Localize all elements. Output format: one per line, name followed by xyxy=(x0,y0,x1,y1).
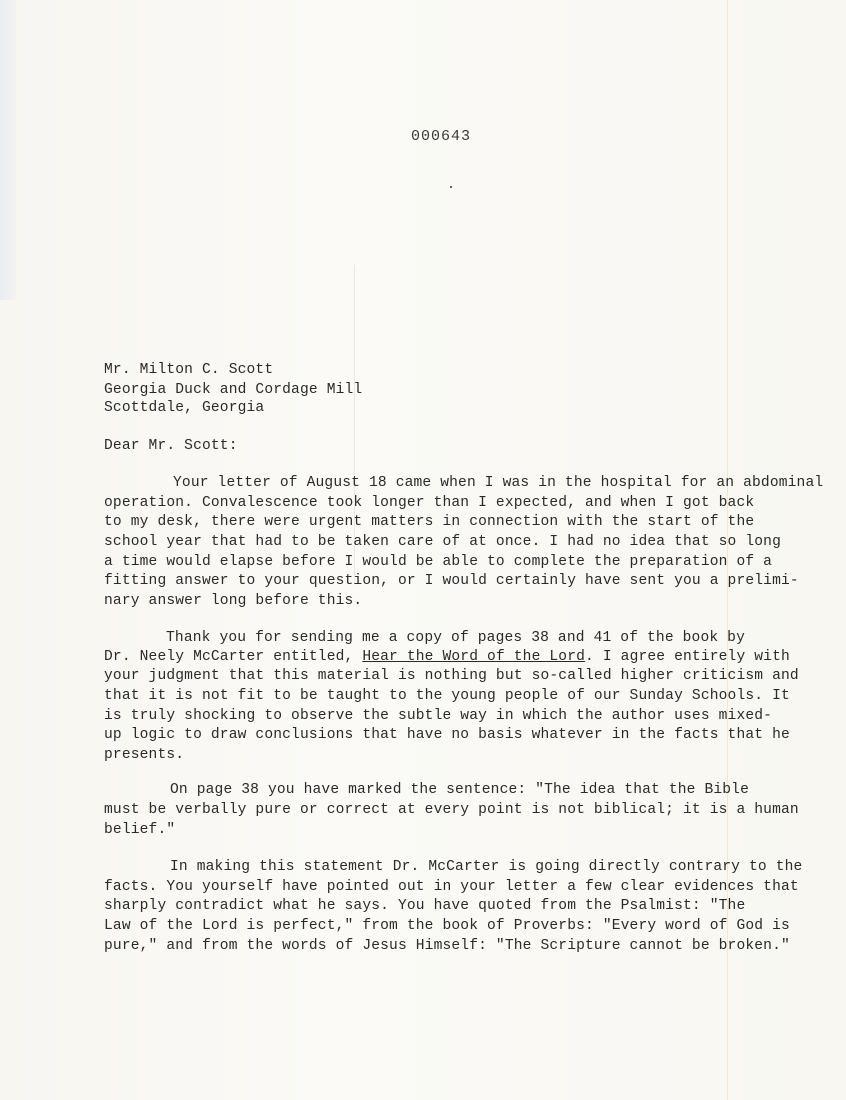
paragraph-line: presents. xyxy=(104,747,185,763)
paragraph-line: Your letter of August 18 came when I was in the hospital for an abdominal xyxy=(173,475,824,491)
book-title: Hear the Word of the Lord xyxy=(362,649,586,665)
paragraph-line: must be verbally pure or correct at every point is not biblical; it is a human xyxy=(104,802,799,818)
paragraph-line: Law of the Lord is perfect," from the book of Proverbs: "Every word of God is xyxy=(104,918,790,934)
address-line: Mr. Milton C. Scott xyxy=(104,362,274,378)
ink-dot xyxy=(450,186,452,188)
text-segment: . I agree entirely with xyxy=(585,649,790,665)
paragraph-line: to my desk, there were urgent matters in connection with the start of the xyxy=(104,514,755,530)
document-number: 000643 xyxy=(411,128,472,145)
paragraph-line: school year that had to be taken care of at once. I had no idea that so long xyxy=(104,534,781,550)
paragraph-line: nary answer long before this. xyxy=(104,593,363,609)
paragraph-line: a time would elapse before I would be able to complete the preparation of a xyxy=(104,554,773,570)
paragraph-line: up logic to draw conclusions that have no basis whatever in the facts that he xyxy=(104,727,790,743)
paragraph-line: operation. Convalescence took longer than I expected, and when I got back xyxy=(104,495,755,511)
paragraph-line: On page 38 you have marked the sentence: "The idea that the Bible xyxy=(170,782,749,798)
paragraph-line xyxy=(104,647,790,667)
paragraph-line: belief." xyxy=(104,822,176,838)
paragraph-line: your judgment that this material is nothing but so-called higher criticism and xyxy=(104,668,799,684)
address-line: Georgia Duck and Cordage Mill xyxy=(104,382,363,398)
salutation: Dear Mr. Scott: xyxy=(104,438,238,454)
paragraph-line: that it is not fit to be taught to the young people of our Sunday Schools. It xyxy=(104,688,790,704)
paragraph-line: pure," and from the words of Jesus Himself: "The Scripture cannot be broken." xyxy=(104,938,790,954)
paragraph-line: In making this statement Dr. McCarter is going directly contrary to the xyxy=(170,859,803,875)
paragraph-line: facts. You yourself have pointed out in your letter a few clear evidences that xyxy=(104,879,799,895)
paragraph-line: sharply contradict what he says. You have quoted from the Psalmist: "The xyxy=(104,898,746,914)
text-segment: Dr. Neely McCarter entitled, xyxy=(104,649,363,665)
paragraph-line: fitting answer to your question, or I would certainly have sent you a prelimi- xyxy=(104,573,799,589)
paragraph-line: Thank you for sending me a copy of pages 38 and 41 of the book by xyxy=(166,630,745,646)
page-edge-shadow xyxy=(0,0,16,300)
address-line: Scottdale, Georgia xyxy=(104,400,265,416)
paragraph-line: is truly shocking to observe the subtle way in which the author uses mixed- xyxy=(104,708,773,724)
